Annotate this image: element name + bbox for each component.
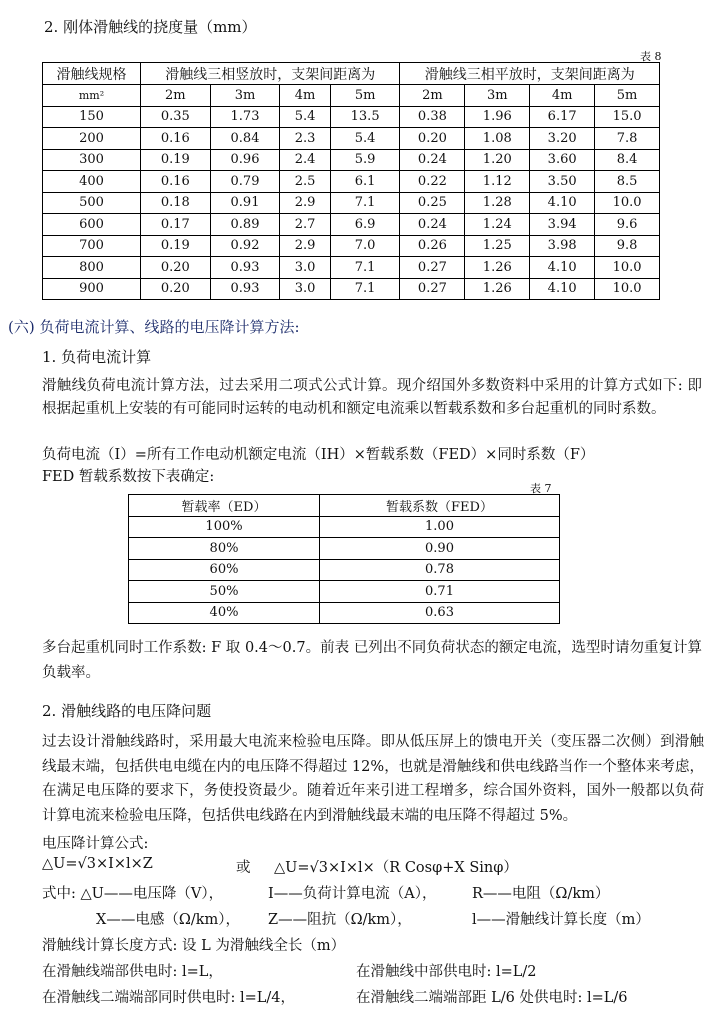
legend-resistance: R——电阻（Ω/km） bbox=[472, 886, 610, 902]
span-header: 5m bbox=[330, 85, 400, 107]
fed-cell: 0.63 bbox=[320, 602, 560, 624]
deflection-cell: 7.0 bbox=[330, 235, 400, 257]
deflection-cell: 15.0 bbox=[595, 106, 660, 128]
table-row bbox=[43, 235, 660, 257]
row-spec-cell: 600 bbox=[43, 214, 141, 236]
deflection-cell: 0.96 bbox=[210, 149, 280, 171]
deflection-cell: 0.79 bbox=[210, 171, 280, 193]
span-header: 3m bbox=[465, 85, 530, 107]
section6-title: (六) 负荷电流计算、线路的电压降计算方法: bbox=[8, 318, 300, 336]
duty-ratio-cell: 40% bbox=[129, 602, 320, 624]
deflection-cell: 0.92 bbox=[210, 235, 280, 257]
table8-group-horizontal: 滑触线三相平放时，支架间距离为 bbox=[400, 63, 660, 85]
vd-formula-title: 电压降计算公式: bbox=[42, 836, 149, 852]
row-spec-cell: 400 bbox=[43, 171, 141, 193]
deflection-cell: 0.93 bbox=[210, 257, 280, 279]
deflection-cell: 5.4 bbox=[280, 106, 330, 128]
deflection-cell: 4.10 bbox=[530, 278, 595, 300]
fed-cell: 0.90 bbox=[320, 538, 560, 560]
span-header: 3m bbox=[210, 85, 280, 107]
formula-b: △U=√3×I×l×（R Cosφ+X Sinφ） bbox=[274, 860, 518, 876]
deflection-cell: 4.10 bbox=[530, 192, 595, 214]
calc-end-feed: 在滑触线端部供电时: l=L， bbox=[42, 964, 223, 980]
fed-intro: FED 暂载系数按下表确定: bbox=[42, 469, 215, 485]
row-spec-cell: 200 bbox=[43, 128, 141, 150]
deflection-cell: 0.20 bbox=[141, 278, 211, 300]
table-row bbox=[129, 538, 560, 560]
deflection-cell: 1.08 bbox=[465, 128, 530, 150]
calc-middle-feed: 在滑触线中部供电时: l=L/2 bbox=[356, 964, 537, 980]
span-header: 5m bbox=[595, 85, 660, 107]
duty-ratio-cell: 50% bbox=[129, 581, 320, 603]
table-row bbox=[43, 278, 660, 300]
table-row bbox=[129, 516, 560, 538]
deflection-table bbox=[42, 62, 660, 300]
deflection-cell: 3.98 bbox=[530, 235, 595, 257]
deflection-cell: 1.26 bbox=[465, 278, 530, 300]
deflection-cell: 2.4 bbox=[280, 149, 330, 171]
duty-ratio-cell: 100% bbox=[129, 516, 320, 538]
deflection-cell: 0.16 bbox=[141, 128, 211, 150]
deflection-cell: 7.1 bbox=[330, 257, 400, 279]
table7-label: 表 7 bbox=[530, 482, 552, 495]
deflection-cell: 2.5 bbox=[280, 171, 330, 193]
para-simultaneity bbox=[42, 636, 702, 686]
row-spec-cell: 300 bbox=[43, 149, 141, 171]
table-row bbox=[43, 171, 660, 193]
deflection-cell: 0.91 bbox=[210, 192, 280, 214]
para-voltage-drop-text: 过去设计滑触线路时，采用最大电流来检验电压降。即从低压屏上的馈电开关（变压器二次侧）到滑触线最末端，包括供电电缆在内的电压降不得超过 12%，也就是滑触线和供电线路当作一个整体来考虑，在满足电压降的要求下，务使投资最少。随着近年来引进工程增多，综合国外资料，国外一般都以负荷计算电流来检验电压降，包括供电线路在内到滑触线最末端的电压降不得超过 5%。 bbox=[42, 734, 704, 824]
sub1-title: 1. 负荷电流计算 bbox=[42, 348, 152, 366]
table8-col-spec-unit: mm² bbox=[43, 85, 141, 107]
deflection-cell: 1.24 bbox=[465, 214, 530, 236]
deflection-cell: 9.6 bbox=[595, 214, 660, 236]
row-spec-cell: 500 bbox=[43, 192, 141, 214]
span-header: 4m bbox=[280, 85, 330, 107]
legend-inductance: X——电感（Ω/km）， bbox=[96, 912, 241, 928]
deflection-cell: 0.22 bbox=[400, 171, 465, 193]
para-voltage-drop bbox=[42, 730, 704, 828]
deflection-cell: 8.4 bbox=[595, 149, 660, 171]
sub2-title: 2. 滑触线路的电压降问题 bbox=[42, 702, 212, 720]
span-header: 2m bbox=[400, 85, 465, 107]
deflection-cell: 3.94 bbox=[530, 214, 595, 236]
legend-voltage-drop: 式中: △U——电压降（V）， bbox=[42, 886, 224, 902]
table-row bbox=[43, 149, 660, 171]
deflection-cell: 0.19 bbox=[141, 235, 211, 257]
table-row bbox=[43, 128, 660, 150]
deflection-cell: 10.0 bbox=[595, 278, 660, 300]
deflection-cell: 6.1 bbox=[330, 171, 400, 193]
deflection-cell: 0.89 bbox=[210, 214, 280, 236]
fed-cell: 0.71 bbox=[320, 581, 560, 603]
deflection-cell: 10.0 bbox=[595, 257, 660, 279]
deflection-cell: 6.9 bbox=[330, 214, 400, 236]
deflection-cell: 1.12 bbox=[465, 171, 530, 193]
table-row bbox=[129, 559, 560, 581]
legend-length: l——滑触线计算长度（m） bbox=[472, 912, 650, 928]
deflection-cell: 0.19 bbox=[141, 149, 211, 171]
formula-load-current: 负荷电流（I）=所有工作电动机额定电流（IH）×暂载系数（FED）×同时系数（F） bbox=[42, 447, 595, 463]
deflection-cell: 7.8 bbox=[595, 128, 660, 150]
deflection-cell: 0.17 bbox=[141, 214, 211, 236]
span-header: 2m bbox=[141, 85, 211, 107]
deflection-cell: 2.7 bbox=[280, 214, 330, 236]
deflection-cell: 1.20 bbox=[465, 149, 530, 171]
row-spec-cell: 700 bbox=[43, 235, 141, 257]
calc-sixth-feed: 在滑触线二端端部距 L/6 处供电时: l=L/6 bbox=[356, 990, 628, 1006]
deflection-cell: 3.0 bbox=[280, 257, 330, 279]
deflection-cell: 1.25 bbox=[465, 235, 530, 257]
deflection-cell: 5.9 bbox=[330, 149, 400, 171]
table8-col-spec: 滑触线规格 bbox=[43, 63, 141, 85]
deflection-cell: 0.35 bbox=[141, 106, 211, 128]
calc-length-title: 滑触线计算长度方式: 设 L 为滑触线全长（m） bbox=[42, 938, 346, 954]
table8-group-vertical: 滑触线三相竖放时，支架间距离为 bbox=[141, 63, 400, 85]
deflection-cell: 0.38 bbox=[400, 106, 465, 128]
table8-body bbox=[43, 106, 660, 300]
deflection-cell: 0.24 bbox=[400, 214, 465, 236]
para-simultaneity-text: 多台起重机同时工作系数: F 取 0.4～0.7。前表 已列出不同负荷状态的额定电流，选型时请勿重复计算负载率。 bbox=[42, 640, 702, 681]
deflection-cell: 1.96 bbox=[465, 106, 530, 128]
deflection-cell: 0.20 bbox=[400, 128, 465, 150]
table-row bbox=[43, 106, 660, 128]
fed-cell: 1.00 bbox=[320, 516, 560, 538]
deflection-cell: 5.4 bbox=[330, 128, 400, 150]
deflection-cell: 0.18 bbox=[141, 192, 211, 214]
deflection-cell: 3.60 bbox=[530, 149, 595, 171]
deflection-cell: 0.27 bbox=[400, 257, 465, 279]
duty-ratio-cell: 80% bbox=[129, 538, 320, 560]
deflection-cell: 1.73 bbox=[210, 106, 280, 128]
legend-impedance: Z——阻抗（Ω/km）， bbox=[268, 912, 412, 928]
deflection-cell: 0.93 bbox=[210, 278, 280, 300]
deflection-cell: 8.5 bbox=[595, 171, 660, 193]
deflection-cell: 1.28 bbox=[465, 192, 530, 214]
formula-a: △U=√3×I×l×Z bbox=[42, 856, 153, 872]
deflection-cell: 7.1 bbox=[330, 192, 400, 214]
table7-body bbox=[129, 516, 560, 624]
deflection-cell: 3.20 bbox=[530, 128, 595, 150]
fed-cell: 0.78 bbox=[320, 559, 560, 581]
deflection-cell: 13.5 bbox=[330, 106, 400, 128]
deflection-cell: 0.27 bbox=[400, 278, 465, 300]
table-row bbox=[43, 214, 660, 236]
row-spec-cell: 800 bbox=[43, 257, 141, 279]
duty-ratio-cell: 60% bbox=[129, 559, 320, 581]
deflection-cell: 1.26 bbox=[465, 257, 530, 279]
deflection-cell: 7.1 bbox=[330, 278, 400, 300]
table-row bbox=[129, 602, 560, 624]
calc-both-ends-feed: 在滑触线二端端部同时供电时: l=L/4， bbox=[42, 990, 296, 1006]
para-load-method-text: 滑触线负荷电流计算方法，过去采用二项式公式计算。现介绍国外多数资料中采用的计算方式如下: 即根据起重机上安装的有可能同时运转的电动机和额定电流乘以暂载系数和多台起重机的同时系数。 bbox=[42, 378, 702, 417]
table7-header: 暂载系数（FED） bbox=[320, 495, 560, 517]
deflection-cell: 0.26 bbox=[400, 235, 465, 257]
table-row bbox=[129, 581, 560, 603]
deflection-cell: 10.0 bbox=[595, 192, 660, 214]
row-spec-cell: 900 bbox=[43, 278, 141, 300]
deflection-cell: 2.9 bbox=[280, 192, 330, 214]
deflection-cell: 3.0 bbox=[280, 278, 330, 300]
formula-or: 或 bbox=[236, 860, 251, 876]
deflection-cell: 2.3 bbox=[280, 128, 330, 150]
row-spec-cell: 150 bbox=[43, 106, 141, 128]
deflection-cell: 0.20 bbox=[141, 257, 211, 279]
span-header: 4m bbox=[530, 85, 595, 107]
deflection-cell: 0.24 bbox=[400, 149, 465, 171]
deflection-cell: 9.8 bbox=[595, 235, 660, 257]
legend-current: I——负荷计算电流（A）， bbox=[268, 886, 437, 902]
deflection-cell: 2.9 bbox=[280, 235, 330, 257]
deflection-cell: 0.25 bbox=[400, 192, 465, 214]
deflection-cell: 6.17 bbox=[530, 106, 595, 128]
heading-deflection: 2. 刚体滑触线的挠度量（mm） bbox=[44, 18, 257, 36]
deflection-cell: 3.50 bbox=[530, 171, 595, 193]
table8-label: 表 8 bbox=[640, 50, 662, 63]
deflection-cell: 4.10 bbox=[530, 257, 595, 279]
table-row bbox=[43, 257, 660, 279]
fed-table bbox=[128, 494, 560, 624]
table7-header: 暂载率（ED） bbox=[129, 495, 320, 517]
table-row bbox=[43, 192, 660, 214]
para-load-method bbox=[42, 375, 702, 421]
deflection-cell: 0.16 bbox=[141, 171, 211, 193]
deflection-cell: 0.84 bbox=[210, 128, 280, 150]
